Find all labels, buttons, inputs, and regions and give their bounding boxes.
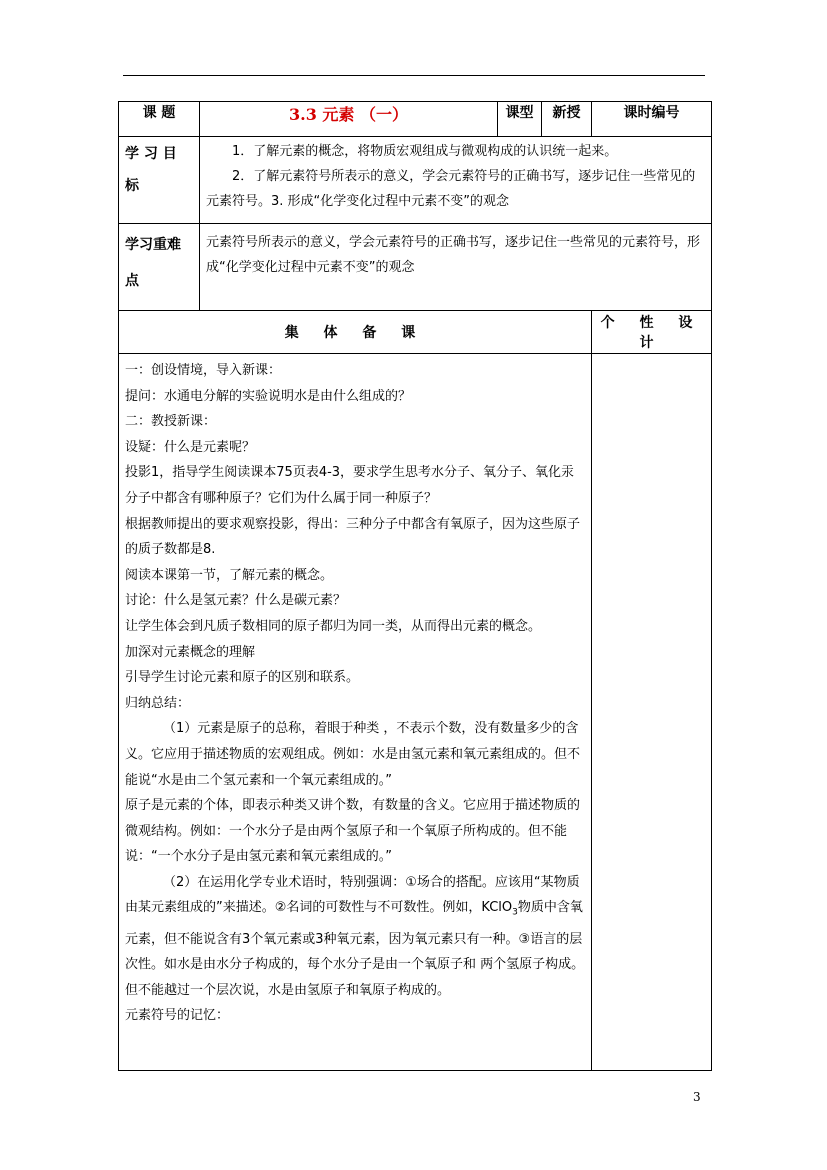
body-paragraph: 引导学生讨论元素和原子的区别和联系。 (125, 670, 360, 686)
chemical-formula: KClO$_3$ (481, 900, 518, 919)
body-paragraph: 根据教师提出的要求观察投影，得出：三种分子中都含有氧原子，因为这些原子的质子数都是8. (125, 516, 581, 558)
body-paragraph: 元素符号的记忆： (125, 1008, 230, 1024)
body-paragraph: （1）元素是原子的总称，着眼于种类 ，不表示个数，没有数量多少的含义。它应用于描述物质的宏观组成。例如：水是由氢元素和氧元素组成的。但不能说“水是由二个氢元素和一个氧元素组成的。” (125, 721, 581, 788)
type-value: 新授 (542, 102, 592, 137)
objectives-text (200, 137, 712, 224)
header-rule (123, 75, 705, 76)
lesson-title: 3.3 元素 （一） (200, 102, 498, 137)
header-row (119, 102, 712, 137)
number-label: 课时编号 (592, 102, 712, 137)
key-points-row (119, 224, 712, 311)
objectives-label-line1: 学 习 目 (125, 146, 177, 162)
group-prep-header: 集 体 备 课 (119, 311, 592, 354)
key-points-label-line1: 学习重难 (125, 237, 181, 253)
body-paragraph: 一：创设情境，导入新课： (125, 363, 282, 378)
objective-item-2: 2．了解元素符号所表示的意义，学会元素符号的正确书写，逐步记住一些常见的元素符号。3. 形成“化学变化过程中元素不变”的观念 (206, 169, 696, 209)
objectives-label (119, 137, 200, 224)
objective-item-1: 1．了解元素的概念，将物质宏观组成与微观构成的认识统一起来。 (232, 144, 618, 159)
body-paragraph: 二：教授新课： (125, 414, 217, 430)
body-paragraph: 讨论：什么是氢元素？什么是碳元素？ (125, 593, 347, 609)
type-label: 课型 (498, 102, 542, 137)
body-paragraph: 阅读本课第一节，了解元素的概念。 (125, 567, 334, 583)
key-points-label-line2: 点 (125, 273, 139, 289)
column-header-row (119, 311, 712, 354)
body-paragraph: 投影1，指导学生阅读课本75页表4-3，要求学生思考水分子、氧分子、氧化汞分子中都含有哪种原子？它们为什么属于同一种原子？ (125, 465, 575, 506)
key-points-paragraph: 元素符号所表示的意义，学会元素符号的正确书写，逐步记住一些常见的元素符号，形成“化学变化过程中元素不变”的观念 (206, 235, 701, 275)
body-row (119, 354, 712, 1071)
body-paragraph: 让学生体会到凡质子数相同的原子都归为同一类，从而得出元素的概念。 (125, 618, 542, 634)
objectives-label-line2: 标 (125, 178, 139, 194)
key-points-text (200, 224, 712, 311)
body-paragraph: 归纳总结： (125, 695, 191, 711)
body-paragraph-formula (125, 870, 585, 1004)
personal-design-area (592, 354, 712, 1071)
personal-design-header: 个 性 设 计 (592, 311, 712, 354)
course-label: 课 题 (119, 102, 200, 137)
body-paragraph: 设疑：什么是元素呢？ (125, 439, 256, 455)
objectives-row (119, 137, 712, 224)
body-text: （2）在运用化学专业术语时，特别强调：①场合的搭配。应该用“某物质由某元素组成的”来描述。②名词的可数性与不可数性。例如， (125, 874, 580, 916)
lesson-plan-table (118, 101, 712, 1071)
body-paragraph: 原子是元素的个体，即表示种类又讲个数，有数量的含义。它应用于描述物质的微观结构。例如：一个水分子是由两个氢原子和一个氧原子所构成的。但不能说：“一个水分子是由氢元素和氧元素组成的。” (125, 798, 581, 865)
page-number: 3 (693, 1090, 701, 1104)
body-paragraph: 加深对元素概念的理解 (125, 644, 256, 660)
lesson-body (119, 354, 592, 1071)
key-points-label (119, 224, 200, 311)
body-paragraph: 提问：水通电分解的实验说明水是由什么组成的？ (125, 388, 412, 404)
body-text: 物质中含氧元素，但不能说含有3个氧元素或3种氧元素，因为氧元素只有一种。③语言的层次性。如水是由水分子构成的，每个水分子是由一个氧原子和 两个氢原子构成。但不能越过一个层次说，水是由氢原子和氧原子构成的。 (125, 900, 585, 998)
